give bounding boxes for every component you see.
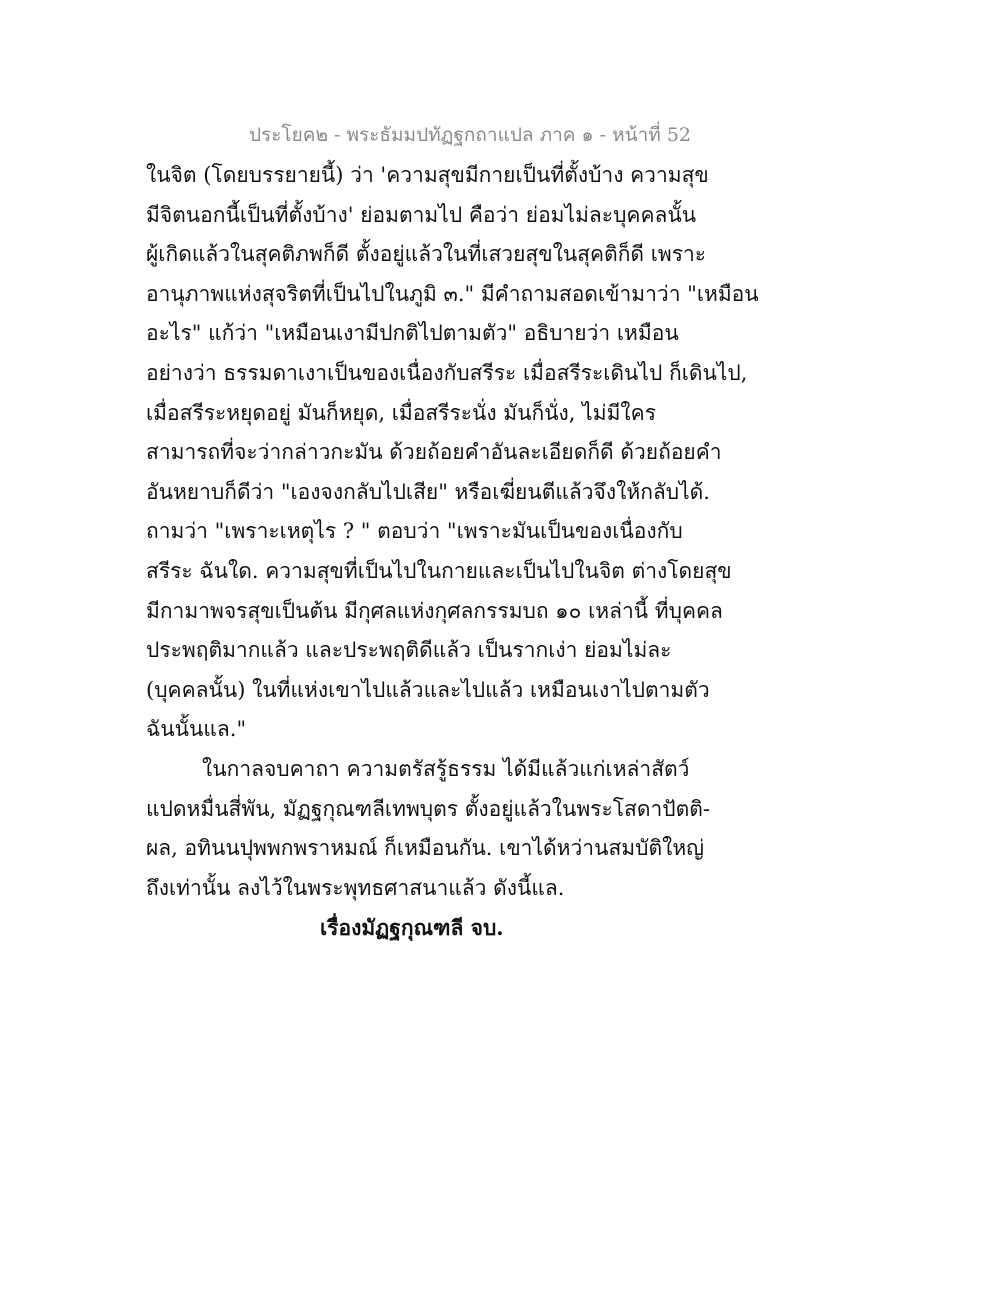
paragraph-2 <box>146 750 846 908</box>
text-line: อานุภาพแห่งสุจริตที่เป็นไปในภูมิ ๓." มีคำถามสอดเข้ามาว่า "เหมือน <box>146 281 759 306</box>
text-line: ฉันนั้นแล." <box>146 717 247 742</box>
text-line: ในจิต (โดยบรรยายนี้) ว่า 'ความสุขมีกายเป็นที่ตั้งบ้าง ความสุข <box>146 163 709 187</box>
text-line: อันหยาบก็ดีว่า "เองจงกลับไปเสีย" หรือเฆี่ยนตีแล้วจึงให้กลับได้. <box>146 479 710 504</box>
text-line: ในกาลจบคาถา ความตรัสรู้ธรรม ได้มีแล้วแก่เหล่าสัตว์ <box>202 756 690 781</box>
text-line: สามารถที่จะว่ากล่าวกะมัน ด้วยถ้อยคำอันละเอียดก็ดี ด้วยถ้อยคำ <box>146 440 722 465</box>
story-end-heading: เรื่องมัฏฐกุณฑลี จบ. <box>320 915 504 941</box>
text-line: สรีระ ฉันใด. ความสุขที่เป็นไปในกายและเป็นไปในจิต ต่างโดยสุข <box>146 558 732 583</box>
text-line: อย่างว่า ธรรมดาเงาเป็นของเนื่องกับสรีระ เมื่อสรีระเดินไป ก็เดินไป, <box>146 360 748 385</box>
text-line: มีจิตนอกนี้เป็นที่ตั้งบ้าง' ย่อมตามไป คือว่า ย่อมไม่ละบุคคลนั้น <box>146 202 697 227</box>
text-line: ถามว่า "เพราะเหตุไร ? " ตอบว่า "เพราะมันเป็นของเนื่องกับ <box>146 519 683 544</box>
text-line: แปดหมื่นสี่พัน, มัฏฐกุณฑลีเทพบุตร ตั้งอยู่แล้วในพระโสดาปัตติ- <box>146 796 710 821</box>
running-header: ประโยค๒ - พระธัมมปทัฏฐกถาแปล ภาค ๑ - หน้าที่ 52 <box>248 124 691 146</box>
text-line: ประพฤติมากแล้ว และประพฤติดีแล้ว เป็นรากเง่า ย่อมไม่ละ <box>146 638 672 663</box>
text-line: เมื่อสรีระหยุดอยู่ มันก็หยุด, เมื่อสรีระนั่ง มันก็นั่ง, ไม่มีใคร <box>146 400 656 425</box>
paragraph-1 <box>146 156 846 750</box>
text-line: มีกามาพจรสุขเป็นต้น มีกุศลแห่งกุศลกรรมบถ ๑๐ เหล่านี้ ที่บุคคล <box>146 598 723 623</box>
page-body <box>146 156 846 948</box>
text-line: (บุคคลนั้น) ในที่แห่งเขาไปแล้วและไปแล้ว เหมือนเงาไปตามตัว <box>146 677 710 702</box>
text-line: ผู้เกิดแล้วในสุคติภพก็ดี ตั้งอยู่แล้วในที่เสวยสุขในสุคติก็ดี เพราะ <box>146 242 707 267</box>
text-line: อะไร" แก้ว่า "เหมือนเงามีปกติไปตามตัว" อธิบายว่า เหมือน <box>146 321 679 346</box>
text-line: ผล, อทินนปุพพกพราหมณ์ ก็เหมือนกัน. เขาได้หว่านสมบัติใหญ่ <box>146 836 705 861</box>
text-line: ถึงเท่านั้น ลงไว้ในพระพุทธศาสนาแล้ว ดังนี้แล. <box>146 875 565 900</box>
